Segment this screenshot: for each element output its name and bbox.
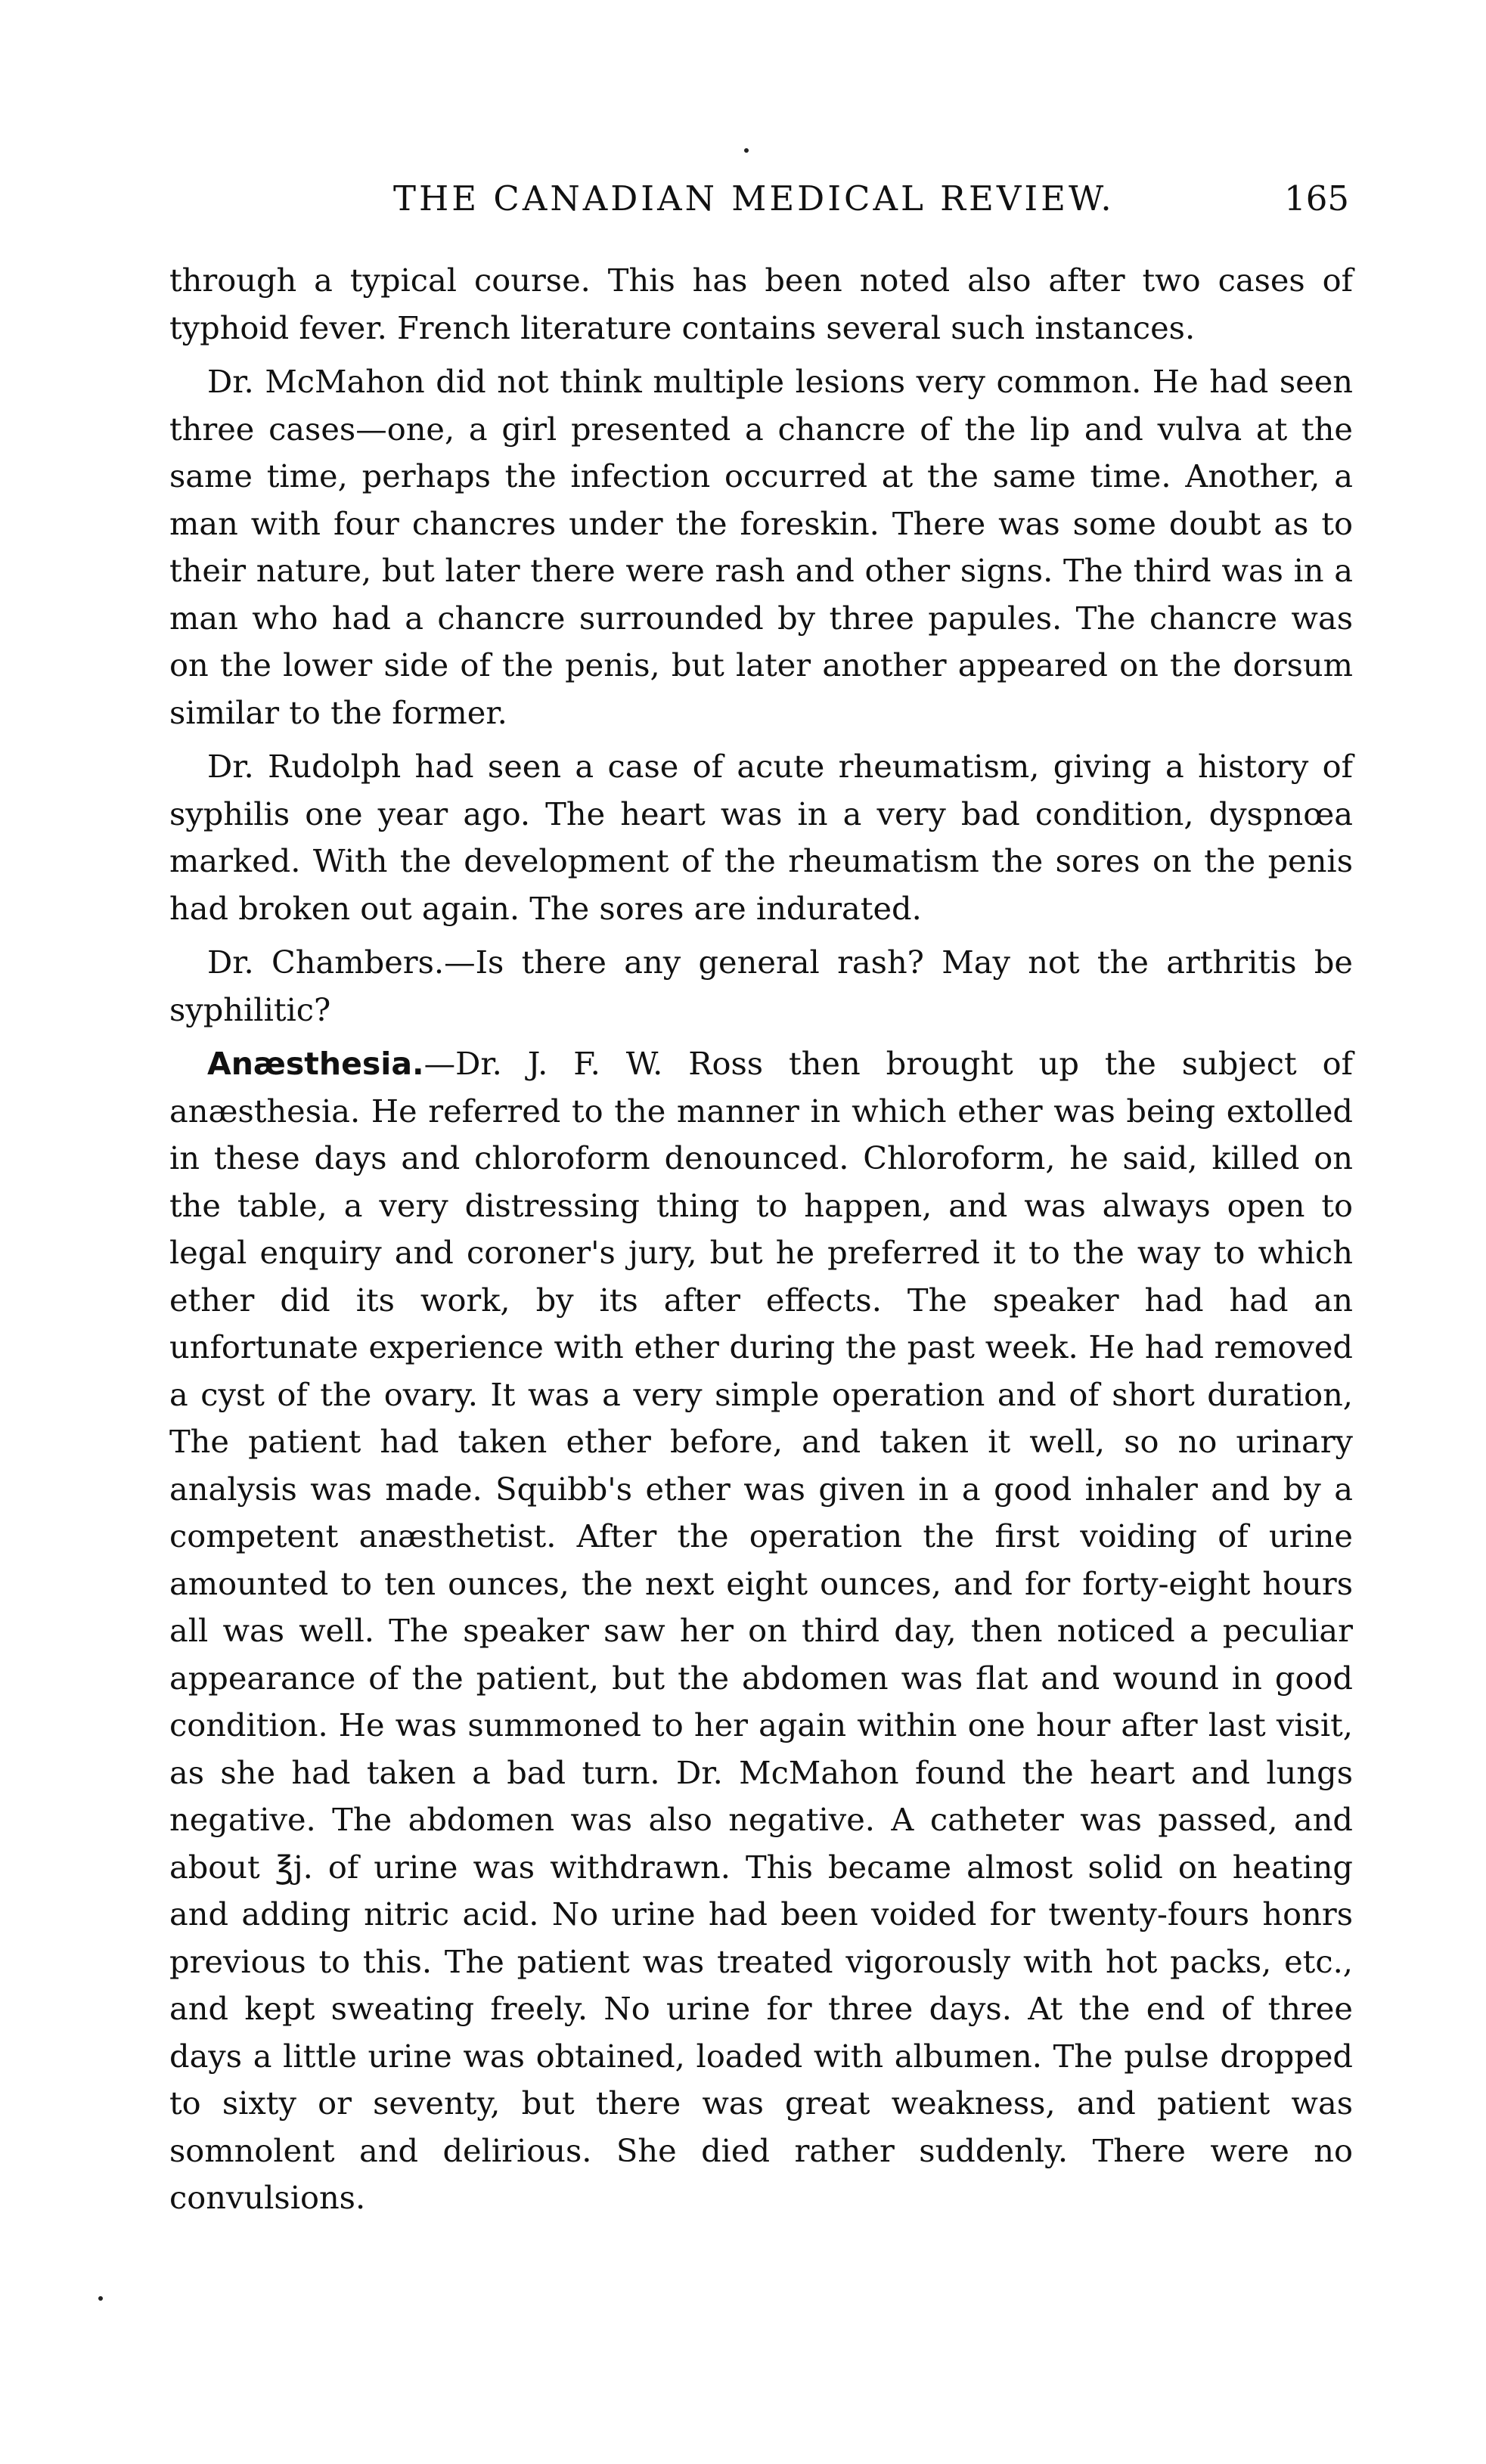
paragraph-text: —Dr. J. F. W. Ross then brought up the subject of anæsthesia. He referred to the manner in which ether was being extolled in these days and chloroform denounced. Chloroform, he said, killed on the table, a very distressing thing to happen, and was always open to legal enquiry and coroner's jury, but he preferred it to the way to which ether did its work, by its after effects. The speaker had had an unfortunate experience with ether during the past week. He had removed a cyst of the ovary. It was a very simple operation and of short duration, The patient had taken ether before, and taken it well, so no urinary analysis was made. Squibb's ether was given in a good inhaler and by a competent anæsthetist. After the operation the first voiding of urine amounted to ten ounces, the next eight ounces, and for forty-eight hours all was well. The speaker saw her on third day, then noticed a peculiar appearance of the patient, but the abdomen was flat and wound in good condition. He was summoned to her again within one hour after last visit, as she had taken a bad turn. Dr. McMahon found the heart and lungs negative. The abdomen was also negative. A catheter was passed, and about ℥j. of urine was withdrawn. This became almost solid on heating and adding nitric acid. No urine had been voided for twenty-fours honrs previous to this. The patient was treated vigorously with hot packs, etc., and kept sweating freely. No urine for three days. At the end of three days a little urine was obtained, loaded with albumen. The pulse dropped to sixty or seventy, but there was great weakness, and patient was somnolent and delirious. She died rather suddenly. There were no convulsions. — [169, 1045, 1353, 2216]
body-text — [169, 257, 1353, 2229]
paragraph — [169, 358, 1353, 736]
running-title: THE CANADIAN MEDICAL REVIEW. — [393, 178, 1115, 219]
paragraph — [169, 743, 1353, 932]
paragraph — [169, 1040, 1353, 2222]
section-heading: Anæsthesia. — [207, 1046, 424, 1082]
ink-speck — [744, 148, 749, 153]
page-number: 165 — [1284, 178, 1349, 219]
ink-speck — [98, 2296, 103, 2301]
paragraph — [169, 939, 1353, 1034]
paragraph-text: Dr. McMahon did not think multiple lesions very common. He had seen three cases—one, a girl presented a chancre of the lip and vulva at the same time, perhaps the infection occurred at the same time. Another, a man with four chancres under the foreskin. There was some doubt as to their nature, but later there were rash and other signs. The third was in a man who had a chancre surrounded by three papules. The chancre was on the lower side of the penis, but later another appeared on the dorsum similar to the former. — [169, 363, 1353, 731]
paragraph-text: Dr. Chambers.—Is there any general rash? May not the arthritis be syphilitic? — [169, 944, 1353, 1028]
page-header — [175, 178, 1349, 231]
paragraph-text: through a typical course. This has been noted also after two cases of typhoid fever. French literature contains several such instances. — [169, 262, 1353, 346]
paragraph — [169, 257, 1353, 352]
paragraph-text: Dr. Rudolph had seen a case of acute rheumatism, giving a history of syphilis one year ago. The heart was in a very bad condition, dyspnœa marked. With the development of the rheumatism the sores on the penis had broken out again. The sores are indurated. — [169, 748, 1353, 927]
